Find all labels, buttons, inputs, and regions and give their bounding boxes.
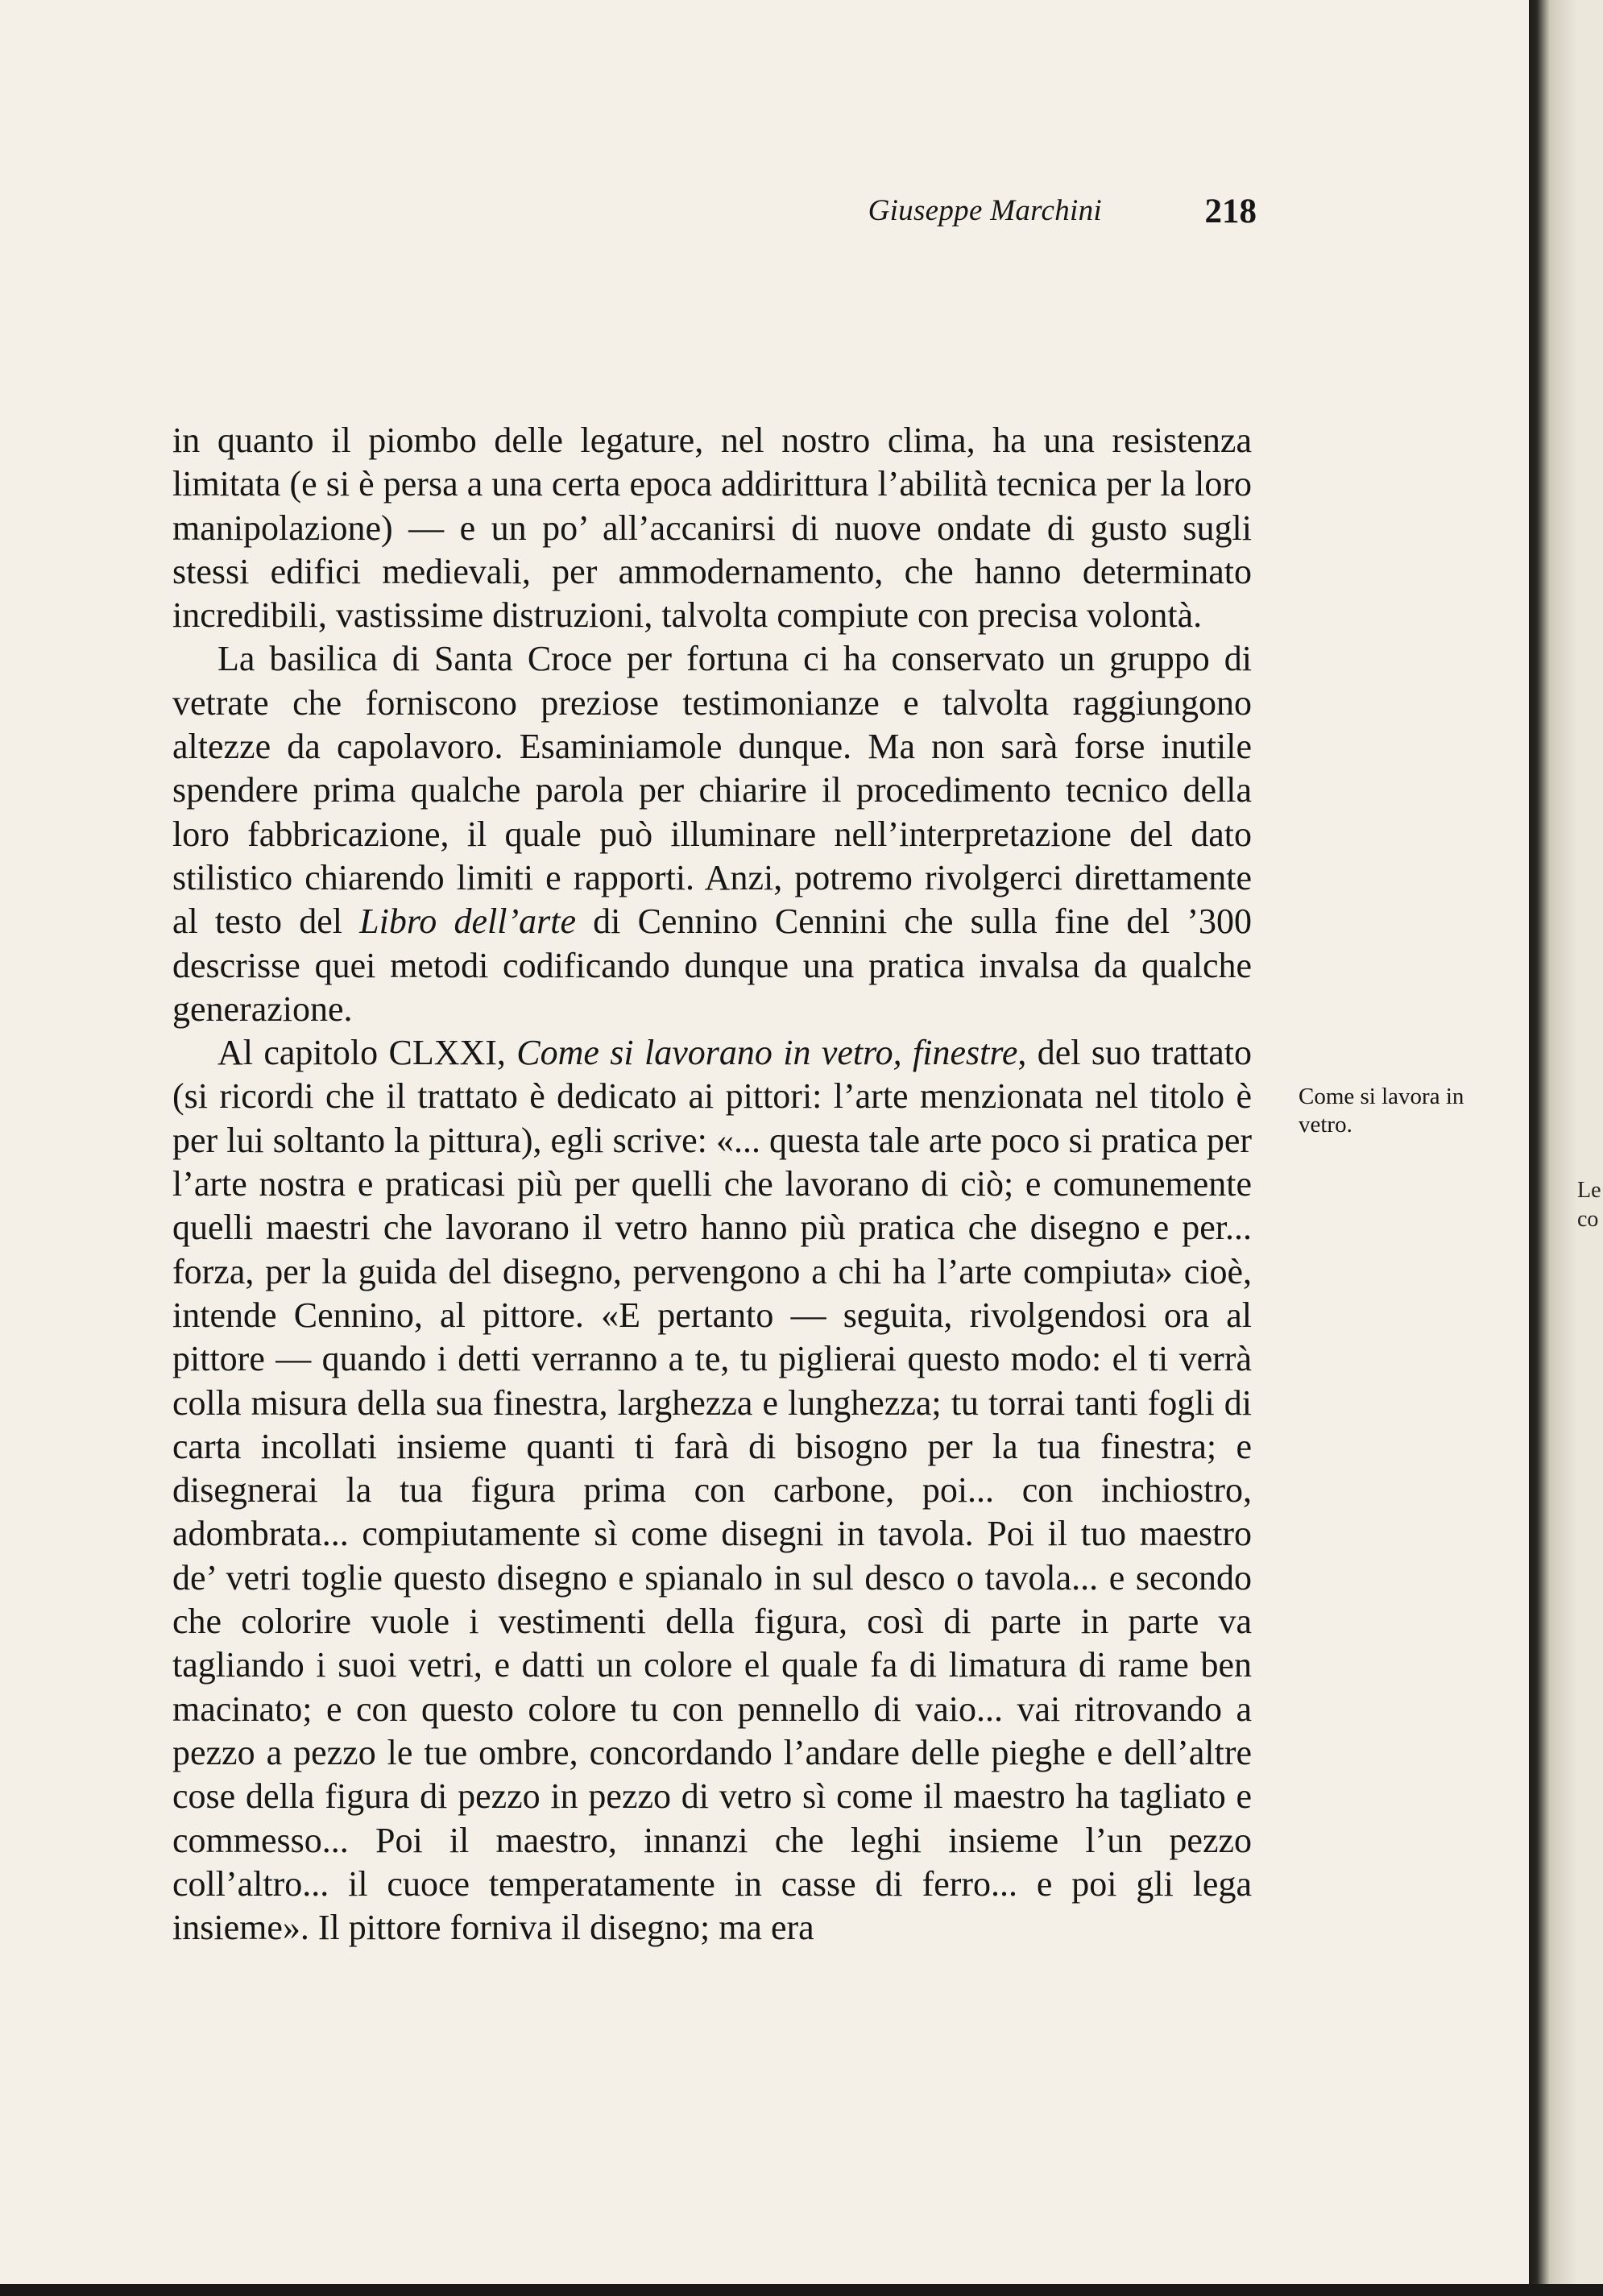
running-head: [433, 192, 1257, 234]
paragraph-1: [172, 419, 1252, 637]
page-number: 218: [1204, 193, 1257, 230]
running-head-author: Giuseppe Marchini: [868, 194, 1102, 227]
margin-note: Come si lavora in vetro.: [1299, 1084, 1464, 1138]
paragraph-3-text-before: Al capitolo CLXXI,: [217, 1033, 517, 1073]
paragraph-3-text-after: , del suo trattato (si ricordi che il trattato è dedicato ai pittori: l’arte menzionata nel titolo è per lui soltanto la pittura), egli scrive: «... questa tale arte poco si pratica per l’arte nostra e praticasi più per quelli che lavorano di ciò; e comunemente quelli maestri che lavorano il vetro hanno più pratica che disegno e per... forza, per la guida del disegno, pervengono a chi ha l’arte compiuta» cioè, intende Cennino, al pittore. «E pertanto — seguita, rivolgendosi ora al pittore — quando i detti verranno a te, tu piglierai questo modo: el ti verrà colla misura della sua finestra, larghezza e lunghezza; tu torrai tanti fogli di carta incollati insieme quanti ti farà di bisogno per la tua finestra; e disegnerai la tua figura prima con carbone, poi... con inchiostro, adombrata... compiutamente sì come disegni in tavola. Poi il tuo maestro de’ vetri toglie questo disegno e spianalo in sul desco o tavola... e secondo che colorire vuole i vestimenti della figura, così di parte in parte va tagliando i suoi vetri, e datti un colore el quale fa di limatura di rame ben macinato; e con questo colore tu con pennello di vaio... vai ritrovando a pezzo a pezzo le tue ombre, concordando l’andare delle pieghe e dell’altre cose della figura di pezzo in pezzo di vetro sì come il maestro ha tagliato e commesso... Poi il maestro, innanzi che leghi insieme l’un pezzo coll’altro... il cuoce temperatamente in casse di ferro... e poi gli lega insieme». Il pittore forniva il disegno; ma era: [172, 1033, 1252, 1948]
chapter-title-italic: Come si lavorano in vetro, finestre: [516, 1033, 1018, 1073]
paragraph-2-text-before: La basilica di Santa Croce per fortuna ci ha conservato un gruppo di vetrate che forniscono preziose testimonianze e talvolta raggiungono altezze da capolavoro. Esaminiamole dunque. Ma non sarà forse inutile spendere prima qualche parola per chiarire il procedimento tecnico della loro fabbricazione, il quale può illuminare nell’interpretazione del dato stilistico chiarendo limiti e rapporti. Anzi, potremo rivolgerci direttamente al testo del: [172, 639, 1252, 942]
paragraph-1-text: in quanto il piombo delle legature, nel nostro clima, ha una resistenza limitata (e si è persa a una certa epoca addirittura l’abilità tecnica per la loro manipolazione) — e un po’ all’accanirsi di nuove ondate di gusto sugli stessi edifici medievali, per ammodernamento, che hanno determinato incredibili, vastissime distruzioni, talvolta compiute con precisa volontà.: [172, 421, 1252, 636]
next-page-fragment-line-2: co: [1577, 1207, 1599, 1232]
next-page-edge: [1529, 0, 1603, 2296]
body-text: [172, 419, 1252, 1950]
paragraph-2-text-after: di Cennino Cennini che sulla fine del ’300 descrisse quei metodi codificando dunque una pratica invalsa da qualche generazione.: [172, 901, 1252, 1029]
paragraph-2: [172, 637, 1252, 1031]
book-bottom-edge: [0, 2284, 1603, 2296]
next-page-fragment: [1577, 1176, 1603, 1234]
book-title-italic: Libro dell’arte: [359, 901, 576, 942]
paragraph-3: [172, 1031, 1252, 1950]
next-page-fragment-line-1: Le: [1577, 1178, 1601, 1203]
